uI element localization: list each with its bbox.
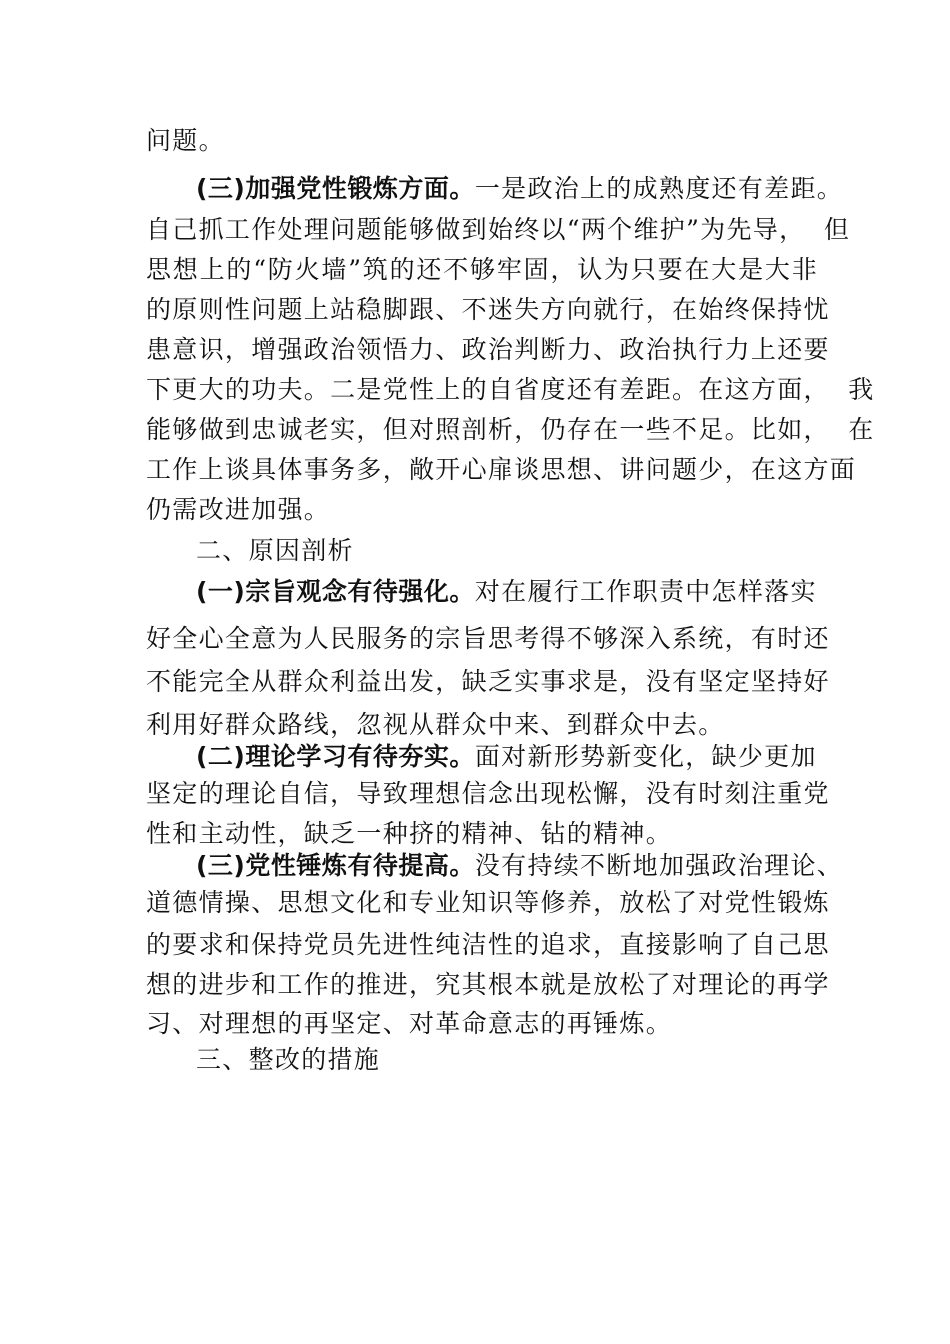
- text-line: 的要求和保持党员先进性纯洁性的追求，直接影响了自己思: [146, 930, 830, 959]
- text-line: [196, 172, 843, 206]
- section-heading: (三)党性锤炼有待提高。: [196, 851, 475, 880]
- text-line: 下更大的功夫。二是党性上的自省度还有差距。在这方面， 我: [146, 375, 875, 404]
- body-text: 对在履行工作职责中怎样落实: [474, 577, 817, 606]
- text-line: 不能完全从群众利益出发，缺乏实事求是，没有坚定坚持好: [146, 667, 830, 696]
- text-line: 问题。: [146, 126, 225, 155]
- section-heading: (三)加强党性锻炼方面。: [196, 174, 475, 203]
- text-line: 好全心全意为人民服务的宗旨思考得不够深入系统，有时还: [146, 624, 830, 653]
- text-line: [196, 575, 817, 609]
- text-line: [196, 849, 843, 883]
- text-line: 的原则性问题上站稳脚跟、不迷失方向就行，在始终保持忧: [146, 295, 830, 324]
- body-text: 没有持续不断地加强政治理论、: [474, 851, 844, 880]
- text-line: 想的进步和工作的推进，究其根本就是放松了对理论的再学: [146, 970, 830, 999]
- text-line: 道德情操、思想文化和专业知识等修养，放松了对党性锻炼: [146, 888, 830, 917]
- text-line: 自己抓工作处理问题能够做到始终以“两个维护”为先导， 但: [146, 215, 851, 244]
- body-text: 面对新形势新变化，缺少更加: [474, 742, 817, 771]
- text-line: 利用好群众路线，忽视从群众中来、到群众中去。: [146, 710, 725, 739]
- section-heading: (二)理论学习有待夯实。: [196, 742, 475, 771]
- section-title: 二、原因剖析: [196, 536, 354, 565]
- body-text: 一是政治上的成熟度还有差距。: [474, 174, 844, 203]
- text-line: 思想上的“防火墙”筑的还不够牢固，认为只要在大是大非: [146, 255, 818, 284]
- text-line: 工作上谈具体事务多，敞开心扉谈思想、讲问题少，在这方面: [146, 455, 857, 484]
- text-line: 患意识，增强政治领悟力、政治判断力、政治执行力上还要: [146, 335, 830, 364]
- text-line: 性和主动性，缺乏一种挤的精神、钻的精神。: [146, 819, 673, 848]
- section-heading: (一)宗旨观念有待强化。: [196, 577, 475, 606]
- text-line: [196, 740, 817, 774]
- text-line: 习、对理想的再坚定、对革命意志的再锤炼。: [146, 1009, 673, 1038]
- section-title: 三、整改的措施: [196, 1045, 381, 1074]
- text-line: 坚定的理论自信，导致理想信念出现松懈，没有时刻注重党: [146, 779, 830, 808]
- text-line: 仍需改进加强。: [146, 495, 331, 524]
- text-line: 能够做到忠诚老实，但对照剖析，仍存在一些不足。比如， 在: [146, 415, 875, 444]
